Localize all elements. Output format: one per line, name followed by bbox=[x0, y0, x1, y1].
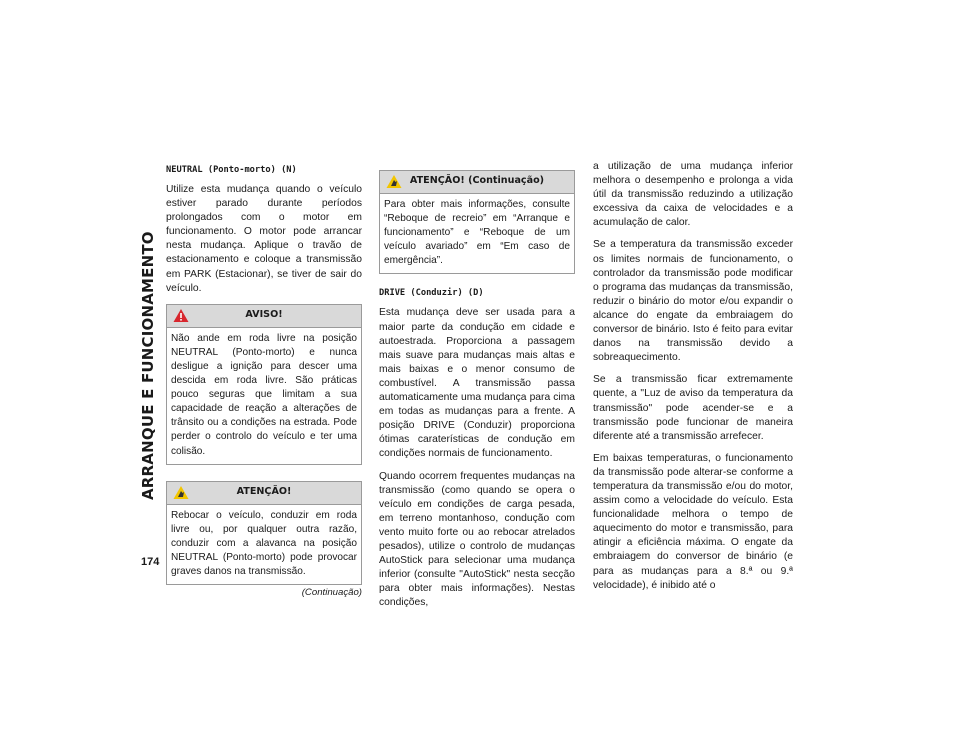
neutral-paragraph: Utilize esta mudança quando o veículo estiver parado durante períodos prolongados com o motor em funcionamento. O motor pode arrancar nesta mudança. Aplique o travão de estacionamento e coloque a transmissão em PARK (Estacionar), se tiver de sair do veículo. bbox=[166, 184, 362, 294]
atencao-box bbox=[166, 481, 362, 585]
drive-paragraph-2: Quando ocorrem frequentes mudanças na transmissão (como quando se opera o veículo em condições de carga pesada, em terreno montanhoso, condução com vento muito forte ou ao rebocar atrelados pesados), utilize o controlo de mudanças AutoStick para selecionar uma mudança inferior (consulte "AutoStick" nesta secção para obter mais informações). Nestas condições, bbox=[379, 470, 575, 609]
col3-paragraph-2: Se a temperatura da transmissão exceder os limites normais de funcionamento, o controlador da transmissão pode modificar o programa das mudanças da transmissão, reduzir o binário do motor e/ou expandir o alcance do engate da embraiagem do conversor de binário. Isto é feito para evitar danos na transmissão devido a sobreaquecimento. bbox=[593, 239, 793, 364]
col3-paragraph-1: a utilização de uma mudança inferior melhora o desempenho e prolonga a vida útil da transmissão reduzindo a utilização excessiva da caixa de velocidades e a acumulação de calor. bbox=[593, 161, 793, 229]
column-3 bbox=[593, 160, 793, 601]
atencao-continued-box bbox=[379, 170, 575, 274]
aviso-header bbox=[167, 305, 361, 328]
column-2 bbox=[379, 170, 575, 618]
drive-heading: DRIVE (Conduzir) (D) bbox=[379, 288, 484, 299]
column-1 bbox=[166, 165, 362, 598]
col3-paragraph-4: Em baixas temperaturas, o funcionamento da transmissão pode alterar-se conforme a temperatura da transmissão e/ou do motor, assim como a velocidade do veículo. Esta funcionalidade melhora o tempo de aquecimento do motor e transmissão, para atingir a eficiência máxima. O engate da embraiagem do conversor de binário (e para as mudanças para a 8.ª ou 9.ª velocidade), é inibido até o bbox=[593, 452, 793, 591]
section-side-title: ARRANQUE E FUNCIONAMENTO bbox=[139, 231, 157, 500]
atencao-header bbox=[167, 482, 361, 505]
neutral-heading: NEUTRAL (Ponto-morto) (N) bbox=[166, 165, 297, 175]
aviso-text: Não ande em roda livre na posição NEUTRAL (Ponto-morto) e nunca desligue a ignição para descer uma descida em roda livre. São práticas pouco seguras que limitam a sua capacidade de reação a alterações de trânsito ou a condições na estrada. Pode perder o controlo do veículo e ter uma colisão. bbox=[171, 332, 357, 457]
aviso-title: AVISO! bbox=[245, 308, 283, 320]
atencao-continued-header bbox=[380, 171, 574, 194]
atencao-continued-title: ATENÇÃO! (Continuação) bbox=[409, 175, 545, 186]
drive-paragraph-1: Esta mudança deve ser usada para a maior parte da condução em cidade e autoestrada. Proporciona a passagem mais suave para mudanças mais altas e mais baixas e o menor consumo de combustível. A transmissão passa automaticamente uma mudança para cima em todas as mudanças para a frente. A posição DRIVE (Conduzir) proporciona ótimas caraterísticas de condução em condições normais de funcionamento. bbox=[379, 307, 575, 460]
page-number: 174 bbox=[141, 556, 160, 568]
atencao-title: ATENÇÃO! bbox=[236, 485, 292, 497]
aviso-box bbox=[166, 304, 362, 465]
atencao-text: Rebocar o veículo, conduzir em roda livre ou, por qualquer outra razão, conduzir com a alavanca na posição NEUTRAL (Ponto-morto) pode provocar graves danos na transmissão. bbox=[171, 509, 357, 577]
col3-paragraph-3: Se a transmissão ficar extremamente quente, a "Luz de aviso da temperatura da transmissão" pode acender-se e a transmissão pode funcionar de maneira diferente até a transmissão arrefecer. bbox=[593, 374, 793, 442]
continuation-note: (Continuação) bbox=[301, 587, 362, 599]
atencao-continued-text: Para obter mais informações, consulte “Reboque de recreio” em “Arranque e funcionamento” e “Reboque de um veículo avariado” em “Em caso de emergência”. bbox=[384, 199, 570, 267]
